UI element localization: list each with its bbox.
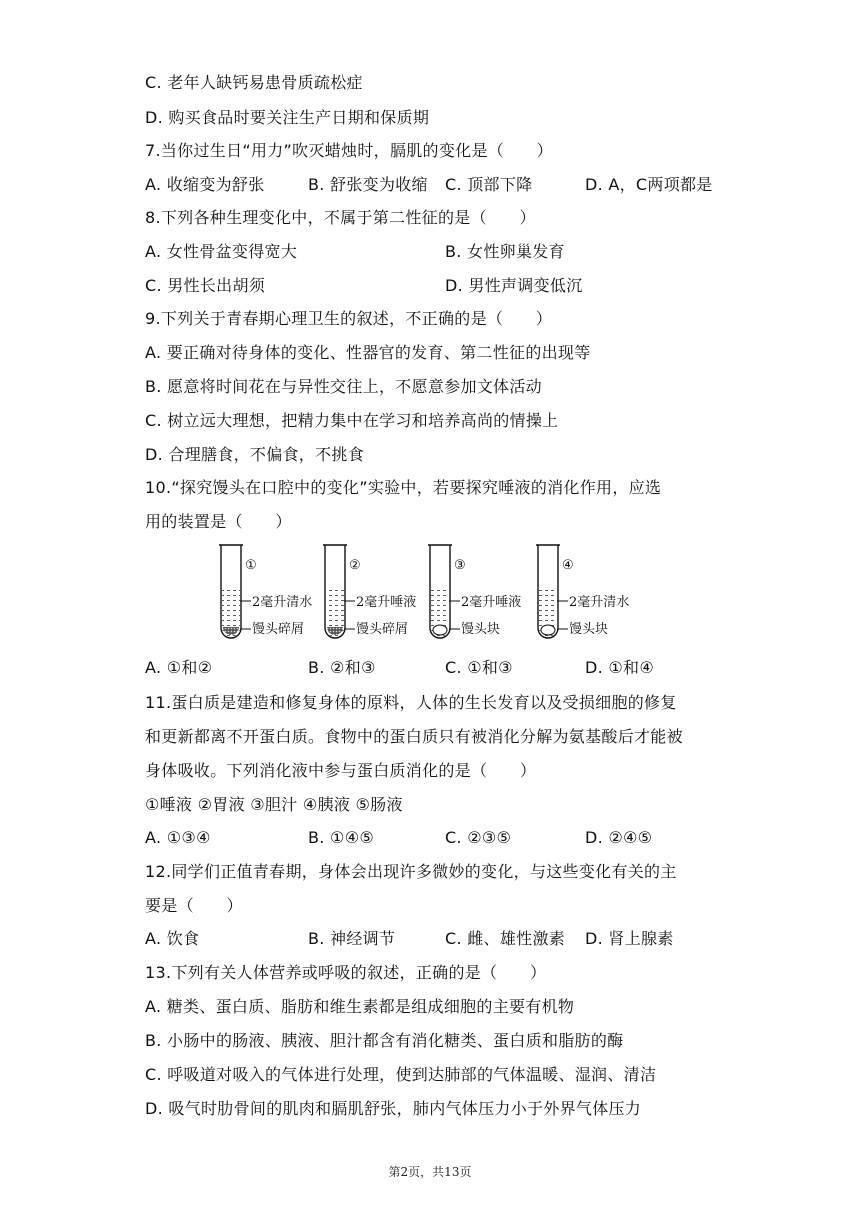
- q10-option-c: C. ①和③: [445, 658, 513, 677]
- test-tube-2: [323, 545, 416, 638]
- test-tube-4: [536, 545, 629, 638]
- q6-option-c: C. 老年人缺钙易患骨质疏松症: [145, 73, 363, 92]
- q13-option-d: D. 吸气时肋骨间的肌肉和膈肌舒张，肺内气体压力小于外界气体压力: [145, 1099, 642, 1118]
- q9-option-c: C. 树立远大理想，把精力集中在学习和培养高尚的情操上: [145, 411, 559, 430]
- q7-option-d: D. A，C两项都是: [585, 175, 713, 194]
- q7-option-a: A. 收缩变为舒张: [145, 175, 265, 194]
- q9-stem: 9.下列关于青春期心理卫生的叙述，不正确的是（ ）: [145, 309, 553, 328]
- q13-option-a: A. 糖类、蛋白质、脂肪和维生素都是组成细胞的主要有机物: [145, 997, 575, 1016]
- q11-stem-line2: 和更新都离不开蛋白质。食物中的蛋白质只有被消化分解为氨基酸后才能被: [145, 727, 683, 746]
- page-number-footer: 第2页，共13页: [388, 1165, 472, 1179]
- tube-1-number: ①: [245, 558, 257, 573]
- tube-3-solid-label: 馒头块: [461, 622, 501, 637]
- q12-option-c: C. 雌、雄性激素: [445, 929, 566, 948]
- q9-option-b: B. 愿意将时间花在与异性交往上，不愿意参加文体活动: [145, 377, 542, 396]
- test-tube-diagram: [215, 543, 635, 648]
- q11-stem-line3: 身体吸收。下列消化液中参与蛋白质消化的是（ ）: [145, 761, 537, 780]
- q6-option-d: D. 购买食品时要关注生产日期和保质期: [145, 108, 430, 127]
- q12-stem-line1: 12.同学们正值青春期，身体会出现许多微妙的变化，与这些变化有关的主: [145, 862, 677, 881]
- tube-2-number: ②: [349, 558, 361, 573]
- q11-stem-line1: 11.蛋白质是建造和修复身体的原料，人体的生长发育以及受损细胞的修复: [145, 693, 677, 712]
- q12-option-d: D. 肾上腺素: [585, 929, 674, 948]
- q12-stem-line2: 要是（ ）: [145, 896, 243, 915]
- tube-1-solid-label: 馒头碎屑: [252, 622, 305, 637]
- q13-stem: 13.下列有关人体营养或呼吸的叙述，正确的是（ ）: [145, 963, 547, 982]
- tube-2-liquid-label: 2毫升唾液: [356, 595, 417, 610]
- q9-option-a: A. 要正确对待身体的变化、性器官的发育、第二性征的出现等: [145, 343, 591, 362]
- q8-option-c: C. 男性长出胡须: [145, 276, 266, 295]
- q7-option-b: B. 舒张变为收缩: [308, 175, 428, 194]
- tube-4-solid-label: 馒头块: [569, 622, 609, 637]
- q10-option-d: D. ①和④: [585, 658, 654, 677]
- q11-option-c: C. ②③⑤: [445, 828, 512, 847]
- q9-option-d: D. 合理膳食，不偏食，不挑食: [145, 445, 364, 464]
- q8-option-a: A. 女性骨盆变得宽大: [145, 242, 298, 261]
- q10-stem-line1: 10.“探究馒头在口腔中的变化”实验中，若要探究唾液的消化作用，应选: [145, 478, 662, 497]
- q13-option-b: B. 小肠中的肠液、胰液、胆汁都含有消化糖类、蛋白质和脂肪的酶: [145, 1031, 624, 1050]
- test-tube-3: [428, 545, 521, 638]
- tube-4-number: ④: [562, 558, 574, 573]
- q8-option-d: D. 男性声调变低沉: [445, 276, 583, 295]
- q12-option-b: B. 神经调节: [308, 929, 396, 948]
- q10-stem-line2: 用的装置是（ ）: [145, 512, 292, 531]
- q12-option-a: A. 饮食: [145, 929, 200, 948]
- tube-2-solid-label: 馒头碎屑: [356, 622, 409, 637]
- q10-option-b: B. ②和③: [308, 658, 376, 677]
- q13-option-c: C. 呼吸道对吸入的气体进行处理，使到达肺部的气体温暖、湿润、清洁: [145, 1065, 657, 1084]
- q10-option-a: A. ①和②: [145, 658, 213, 677]
- tube-4-liquid-label: 2毫升清水: [569, 595, 630, 610]
- q7-stem: 7.当你过生日“用力”吹灭蜡烛时，膈肌的变化是（ ）: [145, 141, 553, 160]
- q11-option-b: B. ①④⑤: [308, 828, 374, 847]
- q8-stem: 8.下列各种生理变化中，不属于第二性征的是（ ）: [145, 208, 536, 227]
- test-tube-1: [219, 545, 312, 638]
- tube-3-liquid-label: 2毫升唾液: [461, 595, 522, 610]
- tube-1-liquid-label: 2毫升清水: [252, 595, 313, 610]
- q11-option-a: A. ①③④: [145, 828, 211, 847]
- tube-3-number: ③: [454, 558, 466, 573]
- q11-option-d: D. ②④⑤: [585, 828, 653, 847]
- q8-option-b: B. 女性卵巢发育: [445, 242, 565, 261]
- q11-items: ①唾液 ②胃液 ③胆汁 ④胰液 ⑤肠液: [145, 795, 403, 814]
- q7-option-c: C. 顶部下降: [445, 175, 533, 194]
